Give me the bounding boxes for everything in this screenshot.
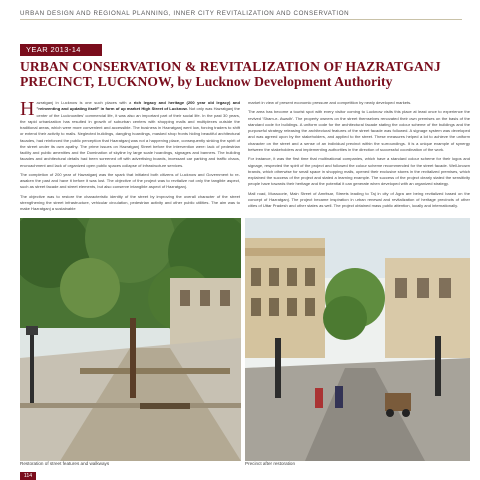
street-restoration-illustration [20, 218, 241, 461]
year-badge: YEAR 2013-14 [20, 44, 102, 56]
right-text-column [248, 100, 470, 213]
title-line-2: PRECINCT, LUCKNOW, by Lucknow Development Authority [20, 73, 393, 89]
precinct-after-restoration-photo [245, 218, 470, 461]
right-paragraph-2: The area has become a tourist spot with every visitor coming to Lucknow visits this place at least once to experience the revived 'Sham-e- Awadh'. The property owners on the street themselves renovated their own premises on the basis of the standard code for buildings. A uniform code for the architectural facade stating the colour scheme of the buildings and the purposeful strategy releasing the architectural features of the street facade was followed. A signage system was developed and was agreed upon by the stakeholders, and applied to the street. These measures helped a lot to achieve the uniform character on the street and a sense of an individual precinct within the surroundings. It is a unique example of synergy between the stakeholders and implementing authorities in the direction of successful coordination of the work. [248, 109, 470, 152]
right-paragraph-4: Mall road, Mussoorie, Main Street of Amritsar, Streets leading to Taj in city of Agra are being revitalized based on the concept of Hazratganj. The project became inspiration in urban renewal and revitalization of heritage precincts of other cities of Uttar Pradesh and other states as well. The project obtained mass public attention, locally and internationally. [248, 190, 470, 209]
header-rule [20, 19, 462, 20]
caption-right: Precinct after restoration [245, 461, 296, 466]
left-paragraph-2: The completion of 200 year of Hazratganj was the spark that initiated both citizens of Lucknow and Government to re-awaken the past and have it before it was lost. The objective of the project was to revitalize not only the tangible aspect, such as street facade and street elements, but also conserve intangible aspect of Hazratganj. [20, 171, 240, 190]
page-number: 114 [20, 472, 36, 480]
left-paragraph-3: The objective was to restore the characteristic identity of the street by improving the overall character of the street strengthening the street infrastructure, vehicular circulation, pedestrian activity and other public utilities. The aim was to make Hazratganj a sustainable [20, 193, 240, 212]
left-paragraph-1-rest: Not only was Hazratganj the center of the Lucknowites' commercial life, it was also an important part of their social life. In the past 30 years, the rapid urbanization has resulted in growth of suburban centers with shopping malls and multiplexes outside the traditional areas, which were more convenient and accessible. The business in Hazratganj went low, forcing traders to shift or extend their activity to malls. Neglected buildings, dangling hoardings, masked shop fronts hiding beautiful architectural facades, had reinforced the public perception that Hazratganj was not a happening place, consequently sinking the spirit of the street under its own apathy. The prime issues on Hazratganj Street before the intervention were: lack of pedestrian facility and public amenities and the Domination of skyline by large scale hoardings, signages and banners. The building facades and architectural details had been screened off with advertising boards, incessant car parking and traffic chaos, encroachment and lack of organized open public spaces collapse of infrastructure services. [20, 106, 240, 168]
street-restoration-photo [20, 218, 241, 461]
title-line-1: URBAN CONSERVATION & REVITALIZATION OF HAZRATGANJ [20, 59, 441, 74]
right-paragraph-3: For instance, it was the first time that multinational companies, which have a standard colour scheme for their logos and signage, respected the spirit of the project and followed the colour scheme recommended for the street facade. Well-known brands, which otherwise for small space in shopping malls, opened their exclusive stores in the revitalized premises, which explained the success of the project and stated a learning example. The success of the project clearly stated the sensitivity people have towards their heritage and the potential it can generate when developed with an organized strategy. [248, 156, 470, 187]
left-text-column [20, 100, 240, 216]
precinct-street-illustration [245, 218, 470, 461]
caption-left: Restoration of street features and walkways [20, 461, 110, 466]
left-paragraph-1-lead: azratganj in Lucknow is one such places with a [36, 100, 134, 105]
article-title [20, 60, 470, 89]
left-paragraph-1 [20, 100, 240, 169]
right-paragraph-1: market in view of present economic pressure and competition by newly developed markets. [248, 100, 412, 105]
drop-cap: H [20, 98, 35, 120]
running-header: URBAN DESIGN AND REGIONAL PLANNING, INNER CITY REVITALIZATION AND CONSERVATION [20, 10, 350, 17]
left-paragraph-1-bold: rich legacy and heritage (200 year old legacy) and "reinventing and updating itself" in form of up market High Street of Lucknow. [36, 100, 241, 112]
